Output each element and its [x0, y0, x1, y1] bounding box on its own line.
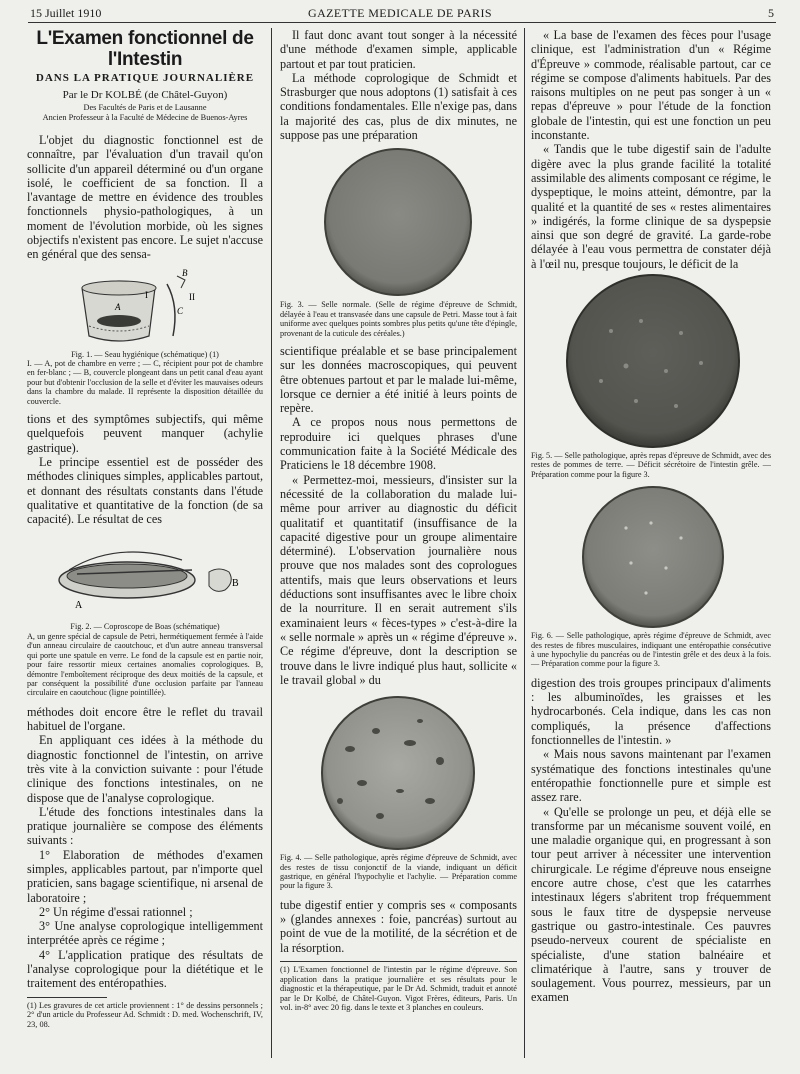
figure-2-caption: Fig. 2. — Coproscope de Boas (schématique): [70, 622, 220, 632]
paragraph: tube digestif entier y compris ses « composants » (glandes annexes : foie, pancréas) surtout au point de vue de la motilité, de la sécrétion et de la résorption.: [280, 897, 517, 955]
figure-1: [27, 266, 263, 350]
paragraph: L'étude des fonctions intestinales dans la pratique journalière se compose des éléments suivants :: [27, 804, 263, 848]
footnote-rule: [27, 997, 107, 998]
author-affiliation-2: Ancien Professeur à la Faculté de Médecine de Buenos-Ayres: [42, 113, 248, 122]
list-item: 4° L'application pratique des résultats de l'analyse coprologique pour la diététique et le traitement des entéropathies.: [27, 947, 263, 991]
paragraph: « La base de l'examen des fèces pour l'usage clinique, est l'administration d'un « Régime d'Épreuve » commode, réalisable partout, car ce régime se compose d'aliments habituels. Par des raisons multiples on ne peut pas songer à un « repas d'épreuve » pour l'étude de la fonction globale de l'intestin, qui est une fonction un peu inconstante.: [531, 28, 771, 143]
paragraph: digestion des trois groupes principaux d'aliments : les albuminoïdes, les graisses et les hydrocarbonés. Cela indique, dans les cas non compliqués, la présence d'affections fonctionnelles de l'intestin. »: [531, 675, 771, 748]
figure-label: B: [232, 578, 239, 590]
figure-6: [531, 483, 771, 631]
pathological-stool-plate: [280, 691, 517, 853]
figure-4: [280, 691, 517, 853]
paragraph: Il faut donc avant tout songer à la nécessité d'une méthode d'examen simple, applicable partout et par tout praticien.: [280, 28, 517, 71]
figure-label: C: [177, 305, 184, 316]
figure-1-legend: I. — A, pot de chambre en verre ; — C, récipient pour pot de chambre en fer-blanc ; — B, couvercle plongeant dans un petit canal d'eau ayant pour but d'obtenir l'occlusion de la selle et d'éviter les mauvaises odeurs dans la chambre du malade. II représente la disposition détaillée du couvercle.: [27, 359, 263, 406]
running-header: [0, 4, 800, 22]
paragraph: En appliquant ces idées à la méthode du diagnostic fonctionnel de l'intestin, on arrive très vite à la conviction suivante : pour l'étude clinique des fonctions intestinales, on ne dispose que de l'analyse coprologique.: [27, 733, 263, 805]
article-author: Par le Dr KOLBÉ (de Châtel-Guyon): [62, 89, 228, 101]
figure-label: A: [115, 301, 121, 312]
list-item: 1° Elaboration de méthodes d'examen simples, applicables partout, par n'importe quel praticien, sans bagage scientifique, ni arsenal de laboratoire ;: [27, 847, 263, 905]
paragraph: scientifique préalable et se base principalement sur les données macroscopiques, qui peuvent être obtenues partout et par le malade lui-même, lorsque ce dernier a été initié à leurs points de repère.: [280, 344, 517, 416]
figure-3-caption: Fig. 3. — Selle normale. (Selle de régime d'épreuve de Schmidt, délayée à l'eau et transvasée dans une capsule de Petri. Masse tout à fait uniforme avec quelques points sombres plus petits qu'une tête d'épingle, provenant de la cuticule des céréales.): [280, 300, 517, 338]
header-rule: [28, 22, 776, 23]
paragraph: Le principe essentiel est de posséder des méthodes cliniques simples, applicables partout, et donnant des résultats constants dans l'étude qualitative et quantitative de la fonction (de sa capacité). Le résultat de ces: [27, 455, 263, 527]
paragraph: « Permettez-moi, messieurs, d'insister sur la nécessité de la collaboration du malade lui-même pour arriver au diagnostic du déficit qualitatif et quantitatif (insuffisance de la capacité digestive pour un groupe alimentaire déterminé). L'observation journalière nous prouve que nos malades sont des coprologues attentifs, mais que leurs observations et leurs déductions sont insuffisantes avec le libre choix de la nourriture. Il en serait autrement s'ils examinaient leurs « fèces-types » c'est-à-dire la « selle normale » après un « régime d'épreuve ». Ce régime d'épreuve, dont la description se trouve dans le livre indiqué plus haut, sollicite « le travail global » du: [280, 472, 517, 687]
paragraph: A ce propos nous nous permettons de reproduire ici quelques phrases d'une communication faite à la Société Médicale des Praticiens le 18 décembre 1908.: [280, 415, 517, 473]
footnote: (1) L'Examen fonctionnel de l'intestin par le régime d'épreuve. Son application dans la pratique journalière et ses résultats pour le diagnostic et la thérapeutique, par le Dr Ad. Schmidt, traduit et annoté par le Dr Kolbé, de Châtel-Guyon. Vigot Frères, éditeurs, Paris. Un vol. in-8° avec 20 fig. dans le texte et 3 planches en couleurs.: [280, 964, 517, 1013]
list-item: 3° Une analyse coprologique intelligemment interprétée après ce régime ;: [27, 919, 263, 948]
footnote-rule: [280, 961, 517, 962]
list-item: 2° Un régime d'essai rationnel ;: [39, 904, 193, 919]
paragraph: « Mais nous savons maintenant par l'examen systématique des fonctions intestinales qu'une entéropathie fonctionnelle pure et simple est assez rare.: [531, 747, 771, 805]
normal-stool-plate: [280, 142, 517, 300]
figure-label: I: [145, 289, 148, 300]
figure-label: II: [189, 291, 195, 302]
article-title: L'Examen fonctionnel de l'Intestin: [36, 28, 254, 70]
figure-1-caption: Fig. 1. — Seau hygiénique (schématique) (1): [71, 349, 219, 359]
figure-4-caption: Fig. 4. — Selle pathologique, après régime d'épreuve de Schmidt, avec des restes de tissu conjonctif de la viande, indiquant un déficit gastrique, en général l'hypochylie et l'achylie. — Préparation comme pour la figure 3.: [280, 853, 517, 891]
author-affiliation-1: Des Facultés de Paris et de Lausanne: [83, 103, 207, 112]
pathological-stool-plate-muscle: [531, 483, 771, 631]
paragraph: tions et des symptômes subjectifs, qui même quelquefois peuvent manquer (achylie gastrique).: [27, 412, 263, 455]
footnote: (1) Les gravures de cet article proviennent : 1° de dessins personnels ; 2° d'un article du Professeur Ad. Schmidt : D. med. Wochenschrift, IV, 23, 08.: [27, 1000, 263, 1029]
paragraph: « Qu'elle se prolonge un peu, et déjà elle se transforme par un mécanisme souvent voilé, en une maladie organique qui, en progressant à son tour peut arriver à nécessiter une intervention chirurgicale. Le régime d'épreuve nous enseigne encore autre chose, c'est que les catarrhes intestinaux légers s'abritent trop fréquemment sous le faux titre de dyspepsie nerveuse gastrique ou gastro-intestinale. Ces pauvres pseudo-nerveux courent de spécialiste en spécialiste, d'une station balnéaire et climatérique à l'autre, sans y trouver de soulagement. Vous pourrez, messieurs, par un examen: [531, 804, 771, 1005]
paragraph: « Tandis que le tube digestif sain de l'adulte digère avec la plus grande facilité la totalité assimilable des aliments composant ce régime, le dyspeptique, le moins atteint, démontre, par la qualité et la quantité de ses « restes alimentaires » indigérés, la forme clinique de sa dyspepsie ainsi que son degré de gravité. La garde-robe délayée à l'eau vous permettra de constater déjà à l'œil nu, presque toujours, le déficit de la: [531, 142, 771, 271]
journal-name: GAZETTE MEDICALE DE PARIS: [308, 6, 492, 20]
figure-5: [531, 271, 771, 451]
paragraph: La méthode coprologique de Schmidt et Strasburger que nous adoptons (1) satisfait à ces conditions fondamentales. Elle n'exige pas, dans la majorité des cas, plus de dix minutes, ne suppose pas une préparation: [280, 70, 517, 143]
article-subtitle: DANS LA PRATIQUE JOURNALIÈRE: [35, 72, 255, 84]
figure-label: A: [75, 600, 83, 612]
paragraph: méthodes doit encore être le reflet du travail habituel de l'organe.: [27, 704, 263, 734]
column-3: [531, 28, 771, 1005]
column-rule-1: [271, 28, 272, 1058]
column-1: [27, 28, 263, 1029]
figure-6-caption: Fig. 6. — Selle pathologique, après régime d'épreuve de Schmidt, avec des restes de fibres musculaires, indiquant une entéropathie consécutive à une hypochylie du pancréas ou de l'intestin grêle et des deux à la fois. — Préparation comme pour la figure 3.: [531, 631, 771, 669]
figure-5-caption: Fig. 5. — Selle pathologique, après repas d'épreuve de Schmidt, avec des restes de pommes de terre. — Déficit sécrétoire de l'intestin grêle. — Préparation comme pour la figure 3.: [531, 451, 771, 479]
figure-label: B: [182, 267, 188, 278]
page-number: 5: [768, 6, 774, 20]
figure-3: [280, 142, 517, 300]
figure-2-legend: A, un genre spécial de capsule de Petri, hermétiquement fermée à l'aide d'un anneau circulaire de caoutchouc, et d'un autre anneau transversal qui porte une spatule en verre. Le fond de la capsule est en partie noir, pour faire ressortir mieux certaines anomalies coprologiques. B, démontre l'emboîtement réciproque des deux moitiés de la capsule, et par conséquent la possibilité d'une occlusion parfaite par l'anneau circulaire en caoutchouc (ligne pointillée).: [27, 631, 263, 698]
paragraph: L'objet du diagnostic fonctionnel est de connaître, par l'évaluation d'un travail qu'on sollicite d'un appareil déterminé ou d'un organe isolé, le coefficient de sa fonction. Il a l'avantage de mettre en évidence des troubles fonctionnels physio-pathologiques, à un moment de l'évolution morbide, où les signes objectifs n'existent pas encore. Le sujet n'accuse en général que des sensa-: [27, 133, 263, 262]
hygienic-bucket-illustration: [27, 266, 263, 350]
column-rule-2: [524, 28, 525, 1058]
figure-2: [27, 530, 263, 622]
boas-coproscope-illustration: [27, 530, 263, 622]
issue-date: 15 Juillet 1910: [30, 6, 102, 20]
column-2: [280, 28, 517, 1013]
pathological-stool-plate-potato: [531, 271, 771, 451]
